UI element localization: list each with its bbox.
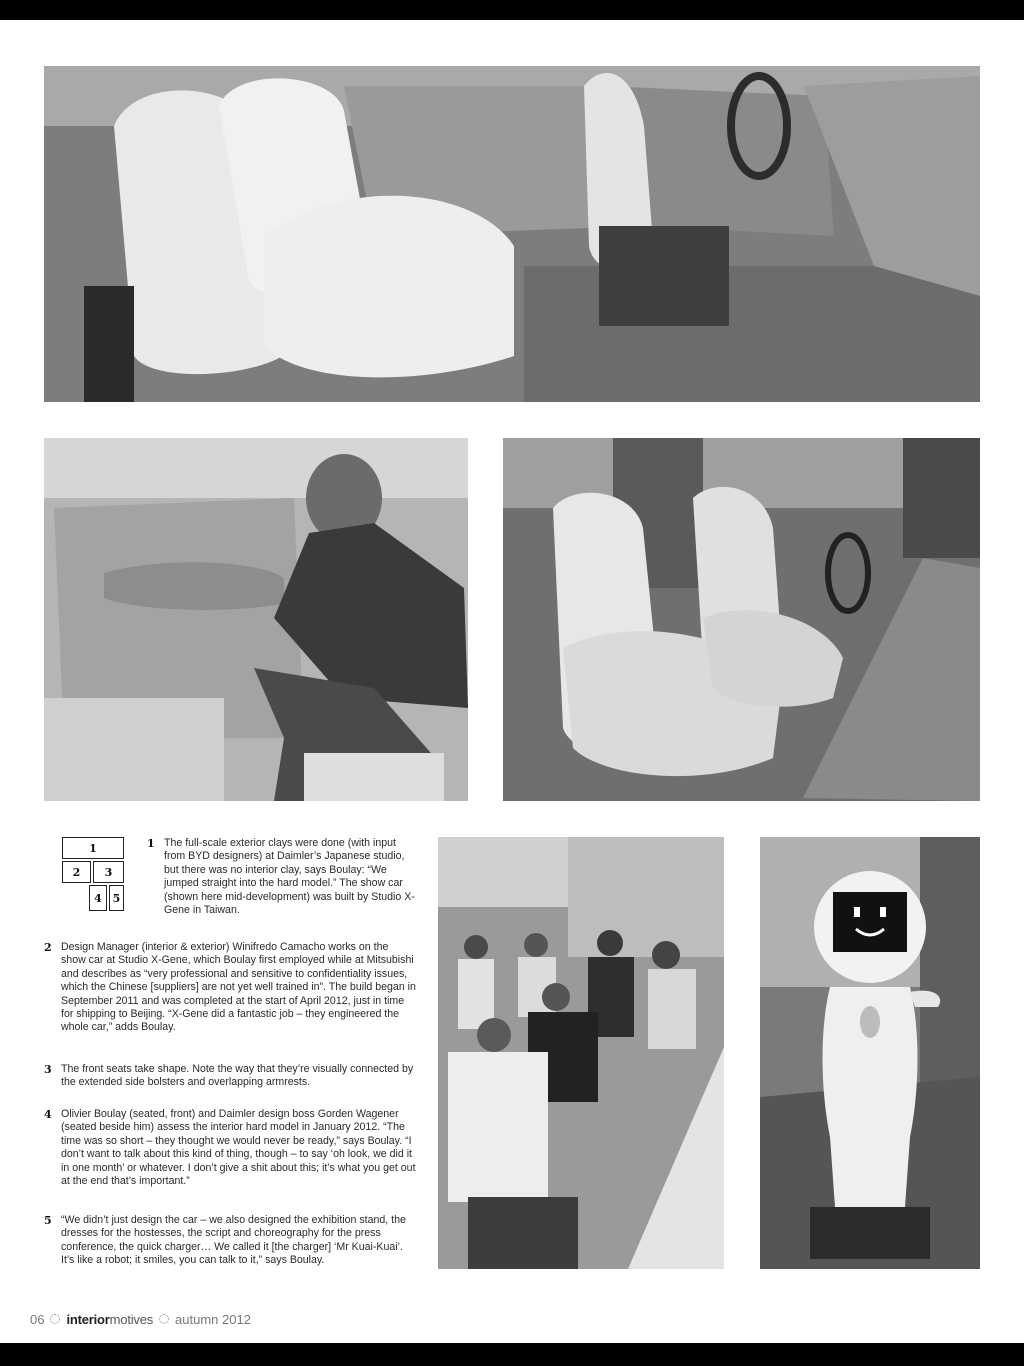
caption-number: 5 xyxy=(44,1214,52,1227)
key-cell-5: 5 xyxy=(109,885,124,911)
photo-front-seats xyxy=(503,438,980,801)
photo-interior-seat-mockup xyxy=(44,66,980,402)
top-bar xyxy=(0,0,1024,20)
photo-design-team-assessment xyxy=(438,837,724,1269)
bottom-bar xyxy=(0,1343,1024,1366)
page-footer xyxy=(30,1310,251,1328)
caption-text: The full-scale exterior clays were done (with input from BYD designers) at Daimler’s Japanese studio, but there was no interior clay, says Boulay: “We jumped straight into the hard model.” The show car (shown here mid-development) was built by Studio X-Gene in Taiwan. xyxy=(164,837,415,917)
caption-number: 3 xyxy=(44,1063,52,1076)
key-cell-4: 4 xyxy=(89,885,107,911)
caption-text: “We didn’t just design the car – we also designed the exhibition stand, the dresses for the hostesses, the script and choreography for the press conference, the quick charger… We called it [the charger] ‘Mr Kuai-Kuai’. It’s like a robot; it smiles, you can talk to it,” says Boulay. xyxy=(61,1214,406,1267)
caption-number: 1 xyxy=(147,837,155,850)
magazine-brand xyxy=(66,1312,153,1327)
issue-label: autumn 2012 xyxy=(175,1311,251,1327)
caption-text: The front seats take shape. Note the way that they’re visually connected by the extended side bolsters and overlapping armrests. xyxy=(61,1063,414,1089)
dotted-circle-icon xyxy=(50,1314,60,1324)
page-number: 06 xyxy=(30,1311,45,1327)
caption-2 xyxy=(44,941,416,1035)
caption-number: 2 xyxy=(44,941,52,954)
caption-4 xyxy=(44,1108,416,1188)
key-cell-2: 2 xyxy=(62,861,91,883)
photo-designer-door-panel xyxy=(44,438,468,801)
caption-1 xyxy=(147,837,415,917)
photo-charger-robot xyxy=(760,837,980,1269)
caption-number: 4 xyxy=(44,1108,52,1121)
brand-bold: interior xyxy=(66,1311,110,1327)
caption-3 xyxy=(44,1063,416,1090)
brand-light: motives xyxy=(109,1311,154,1327)
dotted-circle-icon xyxy=(159,1314,169,1324)
caption-text: Olivier Boulay (seated, front) and Daimler design boss Gorden Wagener (seated beside him) assess the interior hard model in January 2012. “The time was so short – they thought we would never be ready,” says Boulay. “I don’t want to talk about this kind of thing, though – to say ‘oh look, we did it in one month’ or whatever. I don’t give a shit about this; it’s what you get out at the end that’s important.” xyxy=(61,1108,416,1188)
key-cell-1: 1 xyxy=(62,837,124,859)
photo-numbering-key xyxy=(62,837,124,911)
caption-5 xyxy=(44,1214,416,1268)
key-cell-3: 3 xyxy=(93,861,124,883)
caption-text: Design Manager (interior & exterior) Winifredo Camacho works on the show car at Studio X-Gene, which Boulay first employed while at Mitsubishi and describes as “very professional and sensitive to confidentiality issues, which the Chinese [suppliers] are not yet well trained in”. The build began in September 2011 and was completed at the start of April 2012, just in time for shipping to Beijing. “X-Gene did a fantastic job – they engineered the whole car,” adds Boulay. xyxy=(61,941,416,1034)
